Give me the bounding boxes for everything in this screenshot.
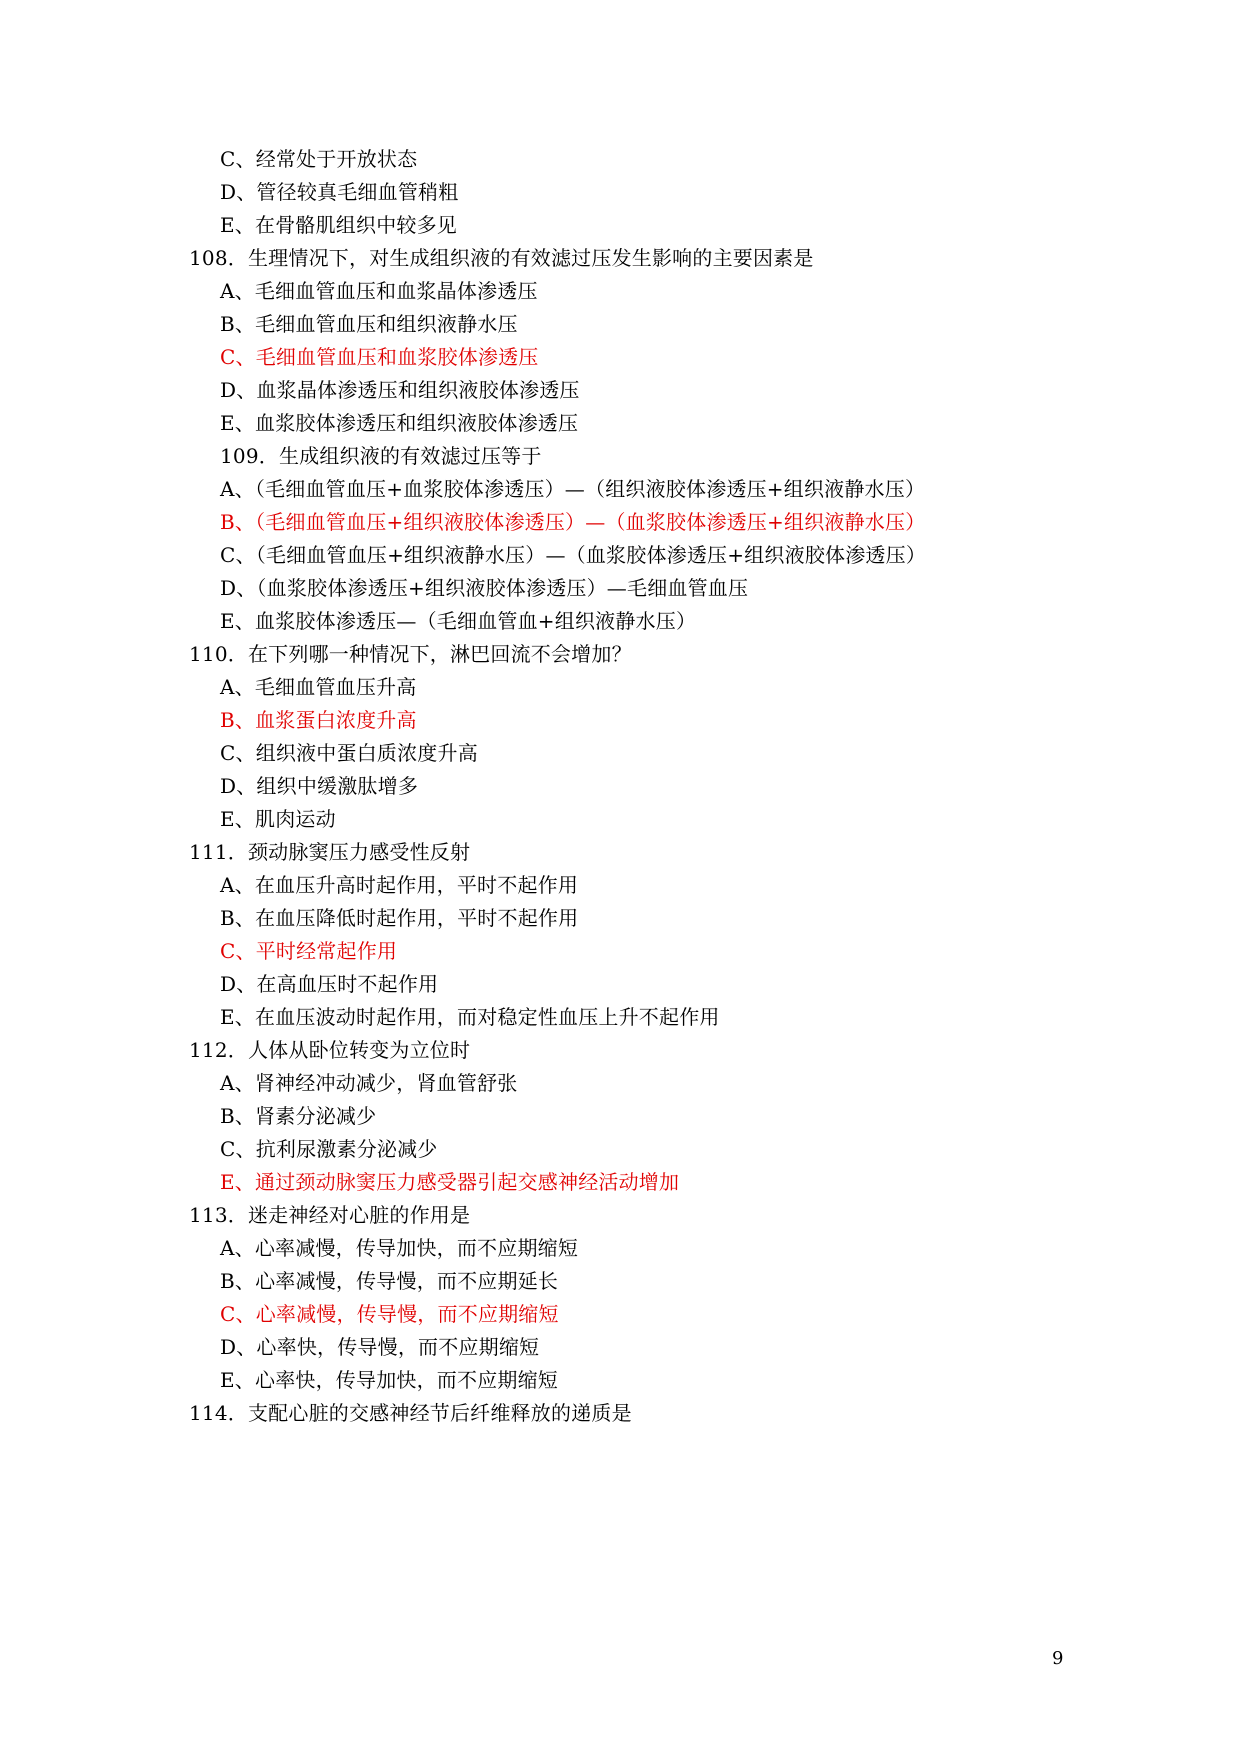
option: B、毛细血管血压和组织液静水压	[220, 312, 518, 336]
answer-option: C、毛细血管血压和血浆胶体渗透压	[220, 345, 539, 369]
option: C、组织液中蛋白质浓度升高	[220, 741, 478, 765]
option: D、（血浆胶体渗透压+组织液胶体渗透压）—毛细血管血压	[220, 576, 749, 600]
option: E、肌肉运动	[220, 807, 336, 831]
option: D、组织中缓激肽增多	[220, 774, 419, 798]
option: D、血浆晶体渗透压和组织液胶体渗透压	[220, 378, 580, 402]
question-stem: 110．在下列哪一种情况下，淋巴回流不会增加？	[189, 642, 632, 666]
option: A、在血压升高时起作用，平时不起作用	[220, 873, 579, 897]
question-stem: 111．颈动脉窦压力感受性反射	[189, 840, 471, 864]
option: B、心率减慢，传导慢，而不应期延长	[220, 1269, 559, 1293]
option: E、在骨骼肌组织中较多见	[220, 213, 457, 237]
option: C、抗利尿激素分泌减少	[220, 1137, 438, 1161]
option: A、心率减慢，传导加快，而不应期缩短	[220, 1236, 579, 1260]
question-stem: 113．迷走神经对心脏的作用是	[189, 1203, 471, 1227]
answer-option: E、通过颈动脉窦压力感受器引起交感神经活动增加	[220, 1170, 680, 1194]
option: A、毛细血管血压升高	[220, 675, 417, 699]
question-stem: 112．人体从卧位转变为立位时	[189, 1038, 471, 1062]
option: C、经常处于开放状态	[220, 147, 418, 171]
option: A、毛细血管血压和血浆晶体渗透压	[220, 279, 538, 303]
option: E、血浆胶体渗透压和组织液胶体渗透压	[220, 411, 579, 435]
option: B、肾素分泌减少	[220, 1104, 377, 1128]
option: C、（毛细血管血压+组织液静水压）—（血浆胶体渗透压+组织液胶体渗透压）	[220, 543, 927, 567]
option: A、（毛细血管血压+血浆胶体渗透压）—（组织液胶体渗透压+组织液静水压）	[220, 477, 926, 501]
option: D、心率快，传导慢，而不应期缩短	[220, 1335, 540, 1359]
option: 109．生成组织液的有效滤过压等于	[220, 444, 542, 468]
option: D、在高血压时不起作用	[220, 972, 439, 996]
page-number: 9	[1052, 1648, 1064, 1669]
option: E、心率快，传导加快，而不应期缩短	[220, 1368, 558, 1392]
answer-option: C、平时经常起作用	[220, 939, 398, 963]
option: E、血浆胶体渗透压—（毛细血管血+组织液静水压）	[220, 609, 697, 633]
answer-option: C、心率减慢，传导慢，而不应期缩短	[220, 1302, 559, 1326]
option: A、肾神经冲动减少，肾血管舒张	[220, 1071, 518, 1095]
option: D、管径较真毛细血管稍粗	[220, 180, 459, 204]
option: B、在血压降低时起作用，平时不起作用	[220, 906, 579, 930]
answer-option: B、（毛细血管血压+组织液胶体渗透压）—（血浆胶体渗透压+组织液静水压）	[220, 510, 926, 534]
answer-option: B、血浆蛋白浓度升高	[220, 708, 417, 732]
question-stem: 108．生理情况下，对生成组织液的有效滤过压发生影响的主要因素是	[189, 246, 814, 270]
option: E、在血压波动时起作用，而对稳定性血压上升不起作用	[220, 1005, 720, 1029]
question-stem: 114．支配心脏的交感神经节后纤维释放的递质是	[189, 1401, 632, 1425]
